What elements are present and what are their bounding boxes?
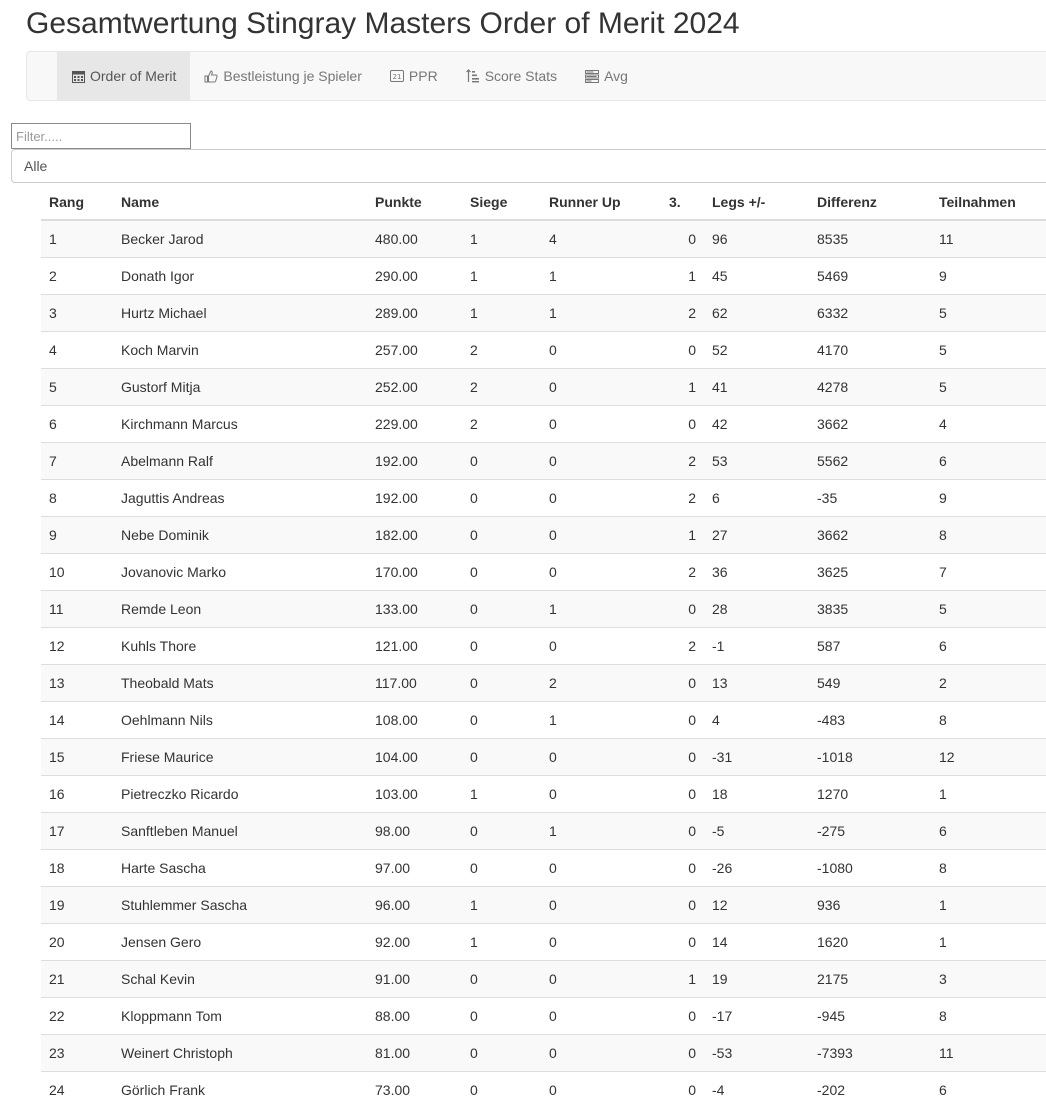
cell-third: 0 (661, 1071, 704, 1108)
table-row (41, 442, 1046, 479)
cell-legs: 41 (704, 368, 809, 405)
cell-runner-up: 0 (541, 627, 661, 664)
cell-runner-up: 0 (541, 738, 661, 775)
tasks-icon (585, 69, 599, 83)
cell-third: 2 (661, 294, 704, 331)
cell-teilnahmen: 8 (931, 997, 1046, 1034)
cell-rang: 18 (41, 849, 113, 886)
cell-siege: 0 (462, 1071, 541, 1108)
cell-teilnahmen: 1 (931, 775, 1046, 812)
table-row (41, 849, 1046, 886)
table-row (41, 701, 1046, 738)
cell-teilnahmen: 8 (931, 849, 1046, 886)
cell-legs: -4 (704, 1071, 809, 1108)
cell-rang: 20 (41, 923, 113, 960)
cell-siege: 2 (462, 405, 541, 442)
cell-differenz: -275 (809, 812, 931, 849)
thumbs-up-icon (204, 69, 218, 83)
table-header-row (41, 184, 1046, 220)
cell-runner-up: 2 (541, 664, 661, 701)
cell-runner-up: 0 (541, 923, 661, 960)
cell-name: Schal Kevin (113, 960, 367, 997)
cell-teilnahmen: 8 (931, 516, 1046, 553)
cell-legs: -1 (704, 627, 809, 664)
cell-runner-up: 4 (541, 220, 661, 257)
cell-runner-up: 0 (541, 553, 661, 590)
table-row (41, 590, 1046, 627)
cell-siege: 0 (462, 590, 541, 627)
cell-third: 0 (661, 886, 704, 923)
cell-third: 0 (661, 997, 704, 1034)
cell-third: 1 (661, 257, 704, 294)
cell-third: 0 (661, 775, 704, 812)
cell-teilnahmen: 5 (931, 368, 1046, 405)
cell-rang: 22 (41, 997, 113, 1034)
cell-siege: 2 (462, 368, 541, 405)
cell-punkte: 97.00 (367, 849, 462, 886)
cell-teilnahmen: 6 (931, 812, 1046, 849)
cell-rang: 3 (41, 294, 113, 331)
cell-teilnahmen: 2 (931, 664, 1046, 701)
cell-teilnahmen: 5 (931, 331, 1046, 368)
table-row (41, 812, 1046, 849)
cell-third: 0 (661, 923, 704, 960)
cell-punkte: 289.00 (367, 294, 462, 331)
cell-third: 0 (661, 738, 704, 775)
cell-teilnahmen: 1 (931, 923, 1046, 960)
cell-punkte: 257.00 (367, 331, 462, 368)
cell-name: Becker Jarod (113, 220, 367, 257)
cell-runner-up: 0 (541, 331, 661, 368)
cell-name: Pietreczko Ricardo (113, 775, 367, 812)
cell-name: Hurtz Michael (113, 294, 367, 331)
table-row (41, 1034, 1046, 1071)
cell-punkte: 92.00 (367, 923, 462, 960)
cell-name: Kloppmann Tom (113, 997, 367, 1034)
header-differenz[interactable]: Differenz (809, 184, 931, 220)
cell-runner-up: 0 (541, 368, 661, 405)
table-row (41, 960, 1046, 997)
table-row (41, 331, 1046, 368)
cell-siege: 0 (462, 1034, 541, 1071)
cell-siege: 1 (462, 220, 541, 257)
cell-legs: 4 (704, 701, 809, 738)
calendar-icon (71, 69, 85, 83)
cell-differenz: -202 (809, 1071, 931, 1108)
group-select[interactable]: Alle (11, 149, 1046, 183)
table-row (41, 405, 1046, 442)
cell-third: 0 (661, 220, 704, 257)
cell-siege: 2 (462, 331, 541, 368)
cell-siege: 1 (462, 923, 541, 960)
cell-teilnahmen: 5 (931, 294, 1046, 331)
cell-rang: 17 (41, 812, 113, 849)
cell-runner-up: 1 (541, 294, 661, 331)
cell-rang: 11 (41, 590, 113, 627)
cell-rang: 1 (41, 220, 113, 257)
cell-punkte: 192.00 (367, 479, 462, 516)
cell-legs: -5 (704, 812, 809, 849)
cell-third: 2 (661, 442, 704, 479)
cell-name: Kuhls Thore (113, 627, 367, 664)
cell-punkte: 104.00 (367, 738, 462, 775)
cell-siege: 1 (462, 775, 541, 812)
cell-name: Abelmann Ralf (113, 442, 367, 479)
header-punkte[interactable]: Punkte (367, 184, 462, 220)
cell-rang: 8 (41, 479, 113, 516)
results-table (41, 184, 1046, 1108)
cell-teilnahmen: 3 (931, 960, 1046, 997)
cell-siege: 0 (462, 738, 541, 775)
cell-rang: 9 (41, 516, 113, 553)
cell-teilnahmen: 12 (931, 738, 1046, 775)
cell-siege: 1 (462, 886, 541, 923)
cell-punkte: 73.00 (367, 1071, 462, 1108)
cell-siege: 0 (462, 701, 541, 738)
cell-punkte: 252.00 (367, 368, 462, 405)
cell-siege: 0 (462, 627, 541, 664)
cell-rang: 5 (41, 368, 113, 405)
cell-name: Donath Igor (113, 257, 367, 294)
table-row (41, 294, 1046, 331)
cell-rang: 19 (41, 886, 113, 923)
header-name[interactable]: Name (113, 184, 367, 220)
cell-name: Remde Leon (113, 590, 367, 627)
cell-punkte: 108.00 (367, 701, 462, 738)
cell-legs: 36 (704, 553, 809, 590)
cell-runner-up: 1 (541, 590, 661, 627)
header-runner-up[interactable]: Runner Up (541, 184, 661, 220)
cell-differenz: 1270 (809, 775, 931, 812)
cell-siege: 0 (462, 849, 541, 886)
cell-runner-up: 1 (541, 257, 661, 294)
table-row (41, 775, 1046, 812)
table-row (41, 997, 1046, 1034)
cell-legs: -53 (704, 1034, 809, 1071)
cell-teilnahmen: 6 (931, 627, 1046, 664)
cell-name: Jaguttis Andreas (113, 479, 367, 516)
tab-label: Avg (604, 68, 628, 84)
cell-teilnahmen: 7 (931, 553, 1046, 590)
table-row (41, 923, 1046, 960)
cell-name: Stuhlemmer Sascha (113, 886, 367, 923)
cell-siege: 0 (462, 812, 541, 849)
cell-third: 2 (661, 627, 704, 664)
cell-runner-up: 0 (541, 1071, 661, 1108)
cell-runner-up: 0 (541, 997, 661, 1034)
cell-third: 0 (661, 812, 704, 849)
cell-punkte: 290.00 (367, 257, 462, 294)
cell-rang: 6 (41, 405, 113, 442)
sort-icon (466, 69, 480, 83)
cell-third: 0 (661, 664, 704, 701)
cell-punkte: 182.00 (367, 516, 462, 553)
cell-teilnahmen: 8 (931, 701, 1046, 738)
cell-third: 0 (661, 1034, 704, 1071)
cell-differenz: 3835 (809, 590, 931, 627)
cell-punkte: 103.00 (367, 775, 462, 812)
cell-legs: 62 (704, 294, 809, 331)
cell-runner-up: 0 (541, 442, 661, 479)
cell-siege: 1 (462, 257, 541, 294)
cell-punkte: 170.00 (367, 553, 462, 590)
cell-siege: 0 (462, 442, 541, 479)
table-row (41, 1071, 1046, 1108)
cell-siege: 0 (462, 479, 541, 516)
cell-differenz: -7393 (809, 1034, 931, 1071)
cell-third: 2 (661, 479, 704, 516)
cell-legs: 6 (704, 479, 809, 516)
table-row (41, 553, 1046, 590)
cell-rang: 7 (41, 442, 113, 479)
cell-differenz: 5469 (809, 257, 931, 294)
header-teilnahmen[interactable]: Teilnahmen (931, 184, 1046, 220)
cell-legs: 19 (704, 960, 809, 997)
cell-third: 0 (661, 405, 704, 442)
header-third[interactable]: 3. (661, 184, 704, 220)
cell-siege: 0 (462, 664, 541, 701)
page-title: Gesamtwertung Stingray Masters Order of Merit 2024 (26, 7, 740, 40)
cell-teilnahmen: 11 (931, 1034, 1046, 1071)
cell-legs: 42 (704, 405, 809, 442)
cell-legs: 13 (704, 664, 809, 701)
cell-name: Harte Sascha (113, 849, 367, 886)
cell-name: Weinert Christoph (113, 1034, 367, 1071)
cell-name: Gustorf Mitja (113, 368, 367, 405)
cell-runner-up: 0 (541, 886, 661, 923)
tab-label: PPR (408, 68, 438, 84)
cell-teilnahmen: 6 (931, 1071, 1046, 1108)
tab-label: Bestleistung je Spieler (223, 68, 362, 84)
cell-name: Sanftleben Manuel (113, 812, 367, 849)
cell-runner-up: 0 (541, 775, 661, 812)
cell-rang: 10 (41, 553, 113, 590)
cell-runner-up: 0 (541, 960, 661, 997)
header-siege[interactable]: Siege (462, 184, 541, 220)
cell-differenz: -483 (809, 701, 931, 738)
cell-differenz: 5562 (809, 442, 931, 479)
cell-punkte: 91.00 (367, 960, 462, 997)
cell-differenz: 4170 (809, 331, 931, 368)
table-row (41, 368, 1046, 405)
filter-input[interactable] (11, 123, 191, 149)
cell-legs: 28 (704, 590, 809, 627)
cell-runner-up: 1 (541, 701, 661, 738)
cell-teilnahmen: 9 (931, 479, 1046, 516)
cell-third: 1 (661, 516, 704, 553)
cell-legs: 45 (704, 257, 809, 294)
cell-third: 0 (661, 590, 704, 627)
cell-legs: 52 (704, 331, 809, 368)
cell-runner-up: 0 (541, 479, 661, 516)
cell-legs: 18 (704, 775, 809, 812)
cell-differenz: 4278 (809, 368, 931, 405)
cell-rang: 14 (41, 701, 113, 738)
table-row (41, 220, 1046, 257)
cell-third: 1 (661, 368, 704, 405)
cell-siege: 1 (462, 294, 541, 331)
cell-punkte: 81.00 (367, 1034, 462, 1071)
cell-punkte: 229.00 (367, 405, 462, 442)
cell-third: 2 (661, 553, 704, 590)
cell-rang: 24 (41, 1071, 113, 1108)
cell-third: 0 (661, 849, 704, 886)
tab-label: Score Stats (484, 68, 558, 84)
table-row (41, 886, 1046, 923)
table-body (41, 220, 1046, 1108)
tab-order-of-merit[interactable] (57, 52, 190, 100)
cell-teilnahmen: 5 (931, 590, 1046, 627)
cell-punkte: 133.00 (367, 590, 462, 627)
table-row (41, 627, 1046, 664)
cell-punkte: 96.00 (367, 886, 462, 923)
cell-legs: 27 (704, 516, 809, 553)
cell-differenz: 936 (809, 886, 931, 923)
cell-punkte: 117.00 (367, 664, 462, 701)
cell-rang: 15 (41, 738, 113, 775)
cell-rang: 21 (41, 960, 113, 997)
table-row (41, 479, 1046, 516)
cell-legs: 14 (704, 923, 809, 960)
cell-rang: 13 (41, 664, 113, 701)
cell-name: Kirchmann Marcus (113, 405, 367, 442)
table-row (41, 257, 1046, 294)
cell-differenz: -1018 (809, 738, 931, 775)
cell-differenz: -1080 (809, 849, 931, 886)
cell-name: Oehlmann Nils (113, 701, 367, 738)
cell-differenz: 3662 (809, 405, 931, 442)
cell-legs: 96 (704, 220, 809, 257)
cell-siege: 0 (462, 553, 541, 590)
cell-runner-up: 0 (541, 516, 661, 553)
cell-differenz: 6332 (809, 294, 931, 331)
cell-punkte: 98.00 (367, 812, 462, 849)
cell-legs: -17 (704, 997, 809, 1034)
cell-siege: 0 (462, 516, 541, 553)
cell-punkte: 192.00 (367, 442, 462, 479)
cell-differenz: 3625 (809, 553, 931, 590)
cell-name: Jensen Gero (113, 923, 367, 960)
table-row (41, 516, 1046, 553)
table-row (41, 738, 1046, 775)
cell-teilnahmen: 11 (931, 220, 1046, 257)
cell-differenz: -35 (809, 479, 931, 516)
cell-rang: 2 (41, 257, 113, 294)
cell-runner-up: 0 (541, 405, 661, 442)
tab-bestleistung-je-spieler[interactable] (190, 52, 376, 100)
cell-third: 0 (661, 331, 704, 368)
cell-runner-up: 0 (541, 1034, 661, 1071)
cell-differenz: 549 (809, 664, 931, 701)
cell-third: 1 (661, 960, 704, 997)
cell-legs: -26 (704, 849, 809, 886)
cell-differenz: 8535 (809, 220, 931, 257)
cell-differenz: 587 (809, 627, 931, 664)
cell-teilnahmen: 9 (931, 257, 1046, 294)
tab-avg[interactable] (571, 52, 642, 100)
tab-label: Order of Merit (90, 68, 177, 84)
cell-teilnahmen: 4 (931, 405, 1046, 442)
cell-legs: 53 (704, 442, 809, 479)
cell-teilnahmen: 1 (931, 886, 1046, 923)
cell-legs: 12 (704, 886, 809, 923)
cell-teilnahmen: 6 (931, 442, 1046, 479)
header-legs[interactable]: Legs +/- (704, 184, 809, 220)
cell-punkte: 121.00 (367, 627, 462, 664)
cell-name: Koch Marvin (113, 331, 367, 368)
cell-rang: 4 (41, 331, 113, 368)
cell-rang: 23 (41, 1034, 113, 1071)
cell-differenz: 3662 (809, 516, 931, 553)
cell-name: Theobald Mats (113, 664, 367, 701)
cell-rang: 12 (41, 627, 113, 664)
header-rang[interactable]: Rang (41, 184, 113, 220)
cell-runner-up: 1 (541, 812, 661, 849)
cell-differenz: 1620 (809, 923, 931, 960)
cell-siege: 0 (462, 997, 541, 1034)
ppr-icon (390, 69, 404, 83)
table-row (41, 664, 1046, 701)
navbar (26, 51, 1046, 101)
cell-name: Jovanovic Marko (113, 553, 367, 590)
nav-tabs (57, 52, 642, 100)
cell-name: Görlich Frank (113, 1071, 367, 1108)
cell-name: Friese Maurice (113, 738, 367, 775)
tab-score-stats[interactable] (452, 52, 571, 100)
cell-rang: 16 (41, 775, 113, 812)
cell-runner-up: 0 (541, 849, 661, 886)
tab-ppr[interactable] (376, 52, 452, 100)
svg-text:21: 21 (392, 73, 402, 81)
cell-punkte: 88.00 (367, 997, 462, 1034)
cell-third: 0 (661, 701, 704, 738)
cell-punkte: 480.00 (367, 220, 462, 257)
cell-legs: -31 (704, 738, 809, 775)
cell-siege: 0 (462, 960, 541, 997)
cell-differenz: -945 (809, 997, 931, 1034)
cell-differenz: 2175 (809, 960, 931, 997)
cell-name: Nebe Dominik (113, 516, 367, 553)
